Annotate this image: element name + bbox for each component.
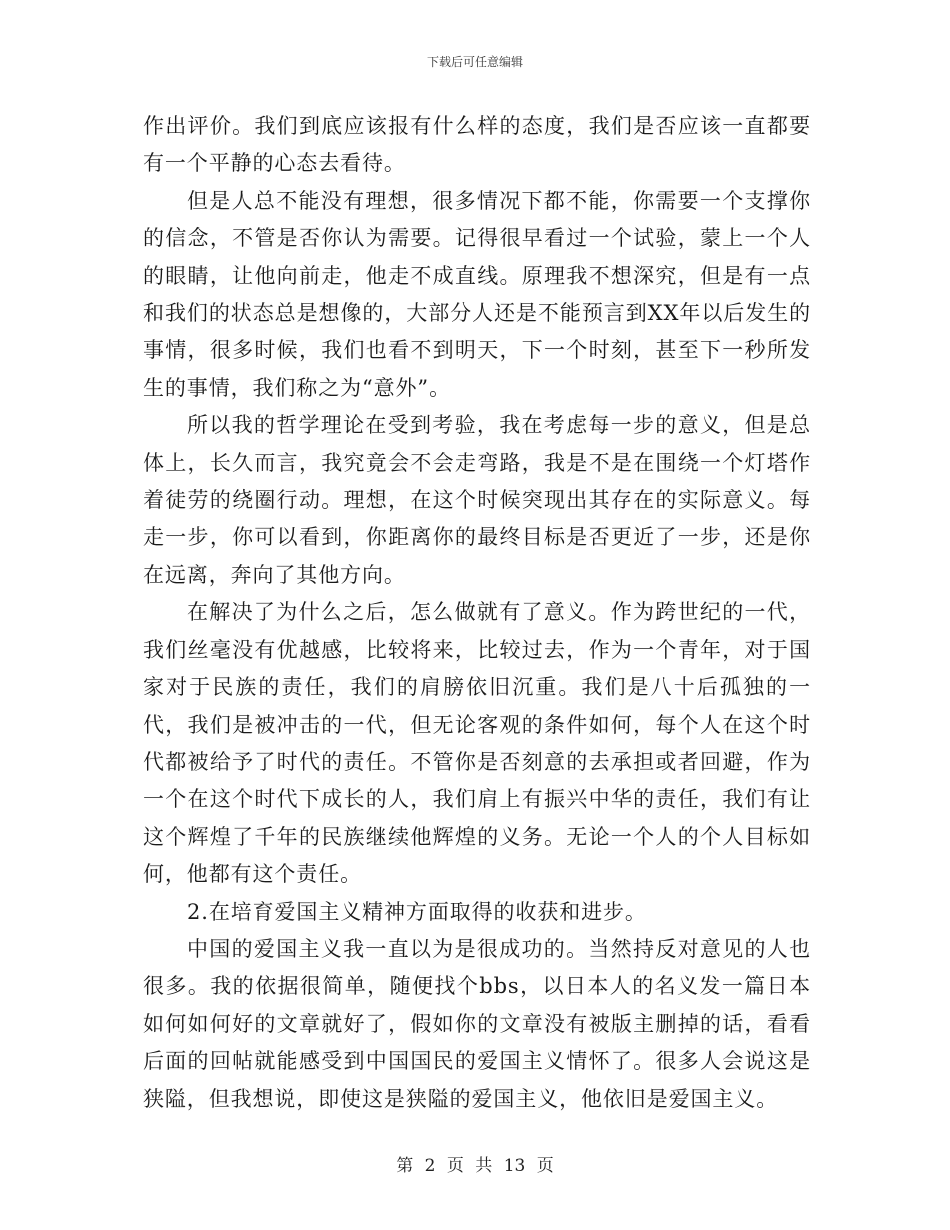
paragraph-ideals: 但是人总不能没有理想，很多情况下都不能，你需要一个支撑你的信念，不管是否你认为需要。记得很早看过一个试验，蒙上一个人的眼睛，让他向前走，他走不成直线。原理我不想深究，但是有一点和我们的状态总是想像的，大部分人还是不能预言到XX年以后发生的事情，很多时候，我们也看不到明天，下一个时刻，甚至下一秒所发生的事情，我们称之为“意外”。 (143, 188, 811, 400)
paragraph-responsibility: 在解决了为什么之后，怎么做就有了意义。作为跨世纪的一代，我们丝毫没有优越感，比较将来，比较过去，作为一个青年，对于国家对于民族的责任，我们的肩膀依旧沉重。我们是八十后孤独的一代，我们是被冲击的一代，但无论客观的条件如何，每个人在这个时代都被给予了时代的责任。不管你是否刻意的去承担或者回避，作为一个在这个时代下成长的人，我们肩上有振兴中华的责任，我们有让这个辉煌了千年的民族继续他辉煌的义务。无论一个人的个人目标如何，他都有这个责任。 (143, 600, 811, 887)
document-body (143, 108, 811, 1118)
paragraph-continuation: 作出评价。我们到底应该报有什么样的态度，我们是否应该一直都要有一个平静的心态去看待。 (143, 114, 811, 176)
paragraph-patriotism: 中国的爱国主义我一直以为是很成功的。当然持反对意见的人也很多。我的依据很简单，随便找个bbs，以日本人的名义发一篇日本如何如何好的文章就好了，假如你的文章没有被版主删掉的话，看看后面的回帖就能感受到中国国民的爱国主义情怀了。很多人会说这是狭隘，但我想说，即使这是狭隘的爱国主义，他依旧是爱国主义。 (143, 936, 811, 1111)
page-header: 下载后可任意编辑 (426, 55, 523, 69)
section-heading: 2.在培育爱国主义精神方面取得的收获和进步。 (187, 899, 647, 924)
paragraph-philosophy: 所以我的哲学理论在受到考验，我在考虑每一步的意义，但是总体上，长久而言，我究竟会不会走弯路，我是不是在围绕一个灯塔作着徒劳的绕圈行动。理想，在这个时候突现出其存在的实际意义。每走一步，你可以看到，你距离你的最终目标是否更近了一步，还是你在远离，奔向了其他方向。 (143, 413, 811, 587)
page-number-footer: 第 2 页 共 13 页 (396, 1156, 554, 1176)
